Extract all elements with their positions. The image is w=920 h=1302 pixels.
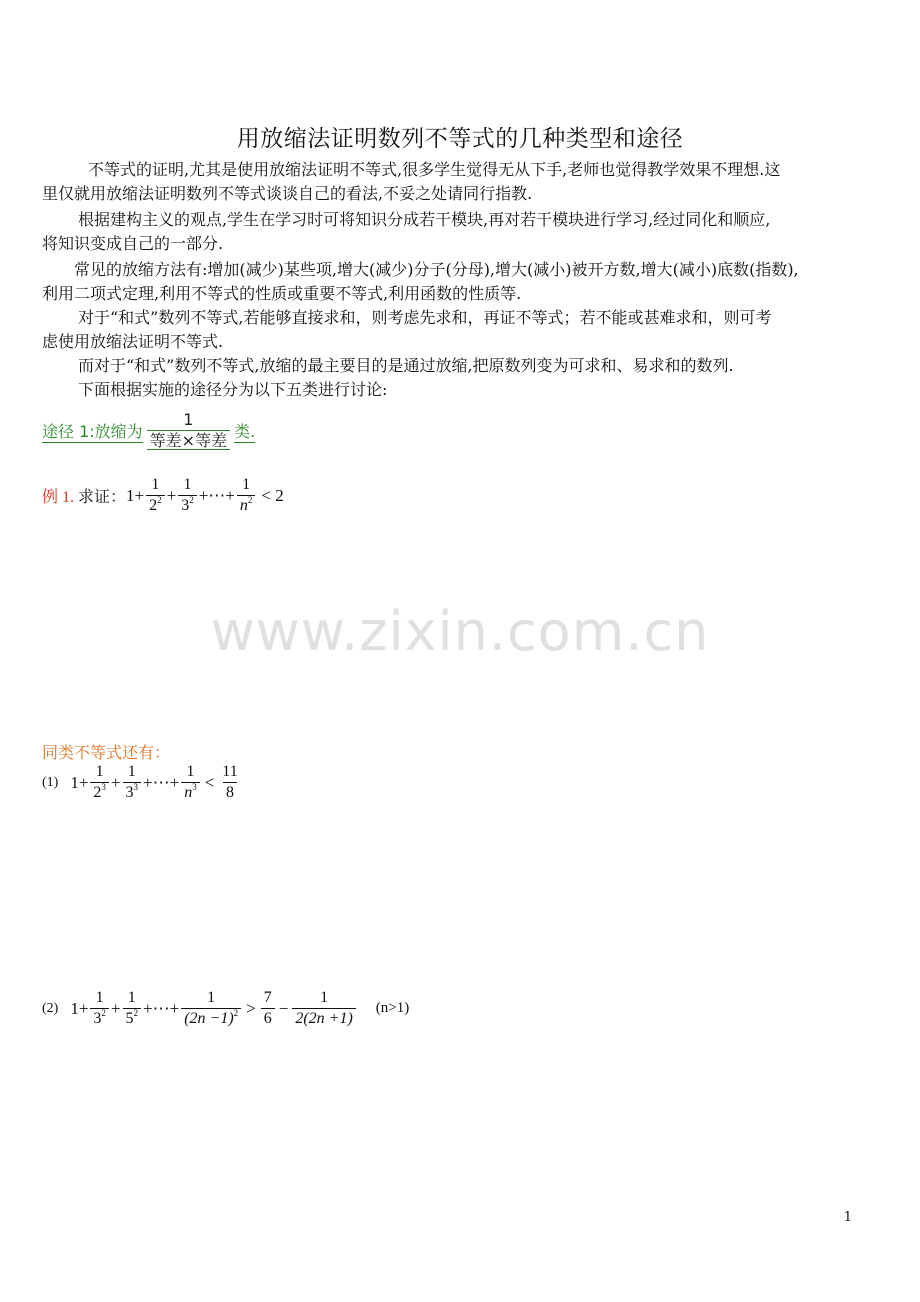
page-title: 用放缩法证明数列不等式的几种类型和途径	[236, 126, 684, 152]
example-1	[42, 477, 284, 514]
paragraph-line-2: 里仅就用放缩法证明数列不等式谈谈自己的看法,不妥之处请同行指教.	[42, 184, 533, 203]
fraction-numerator: 1	[151, 476, 160, 493]
example-1-lead: 1+	[126, 485, 145, 505]
inequality-1	[42, 764, 243, 801]
route-1-suffix: 类.	[234, 419, 255, 443]
fraction-numerator: 1	[127, 989, 136, 1006]
inequality-2-fraction-n	[181, 990, 241, 1027]
base: 3	[181, 497, 190, 514]
fraction-numerator: 1	[127, 763, 136, 780]
route-1-numerator: 1	[183, 410, 194, 429]
example-1-prompt: 求证：	[78, 489, 127, 506]
example-1-fraction-1	[146, 477, 165, 514]
inequality-2-lead: 1+	[70, 998, 89, 1018]
ellipsis-terms: +⋯+	[198, 485, 235, 505]
exponent: 2	[157, 495, 162, 505]
paragraph-line-5: 常见的放缩方法有:增加(减少)某些项,增大(减少)分子(分母),增大(减小)被开方数,增大(减小)底数(指数),	[74, 260, 799, 279]
exponent: 3	[101, 782, 106, 792]
paragraph-line-9: 而对于“和式”数列不等式,放缩的最主要目的是通过放缩,把原数列变为可求和、易求和的数列.	[78, 356, 734, 375]
inequality-1-label: (1)	[42, 774, 59, 790]
inequality-1-rhs-fraction	[219, 764, 240, 801]
inequality-2	[42, 990, 409, 1027]
fraction-numerator: 1	[95, 763, 104, 780]
fraction-denominator	[146, 495, 165, 514]
inequality-2-rhs-fraction-2	[292, 990, 355, 1027]
fraction-numerator: 1	[183, 476, 192, 493]
base: 2	[93, 784, 102, 801]
base: n	[184, 784, 193, 801]
page-number: 1	[843, 1210, 852, 1225]
fraction-denominator	[123, 782, 142, 801]
exponent: 2	[189, 495, 194, 505]
exponent: 2	[101, 1008, 106, 1018]
fraction-denominator	[123, 1008, 142, 1027]
ellipsis-terms: +⋯+	[143, 998, 180, 1018]
fraction-numerator: 1	[95, 989, 104, 1006]
example-1-fraction-2	[178, 477, 197, 514]
base: n	[239, 497, 248, 514]
fraction-numerator: 1	[186, 763, 195, 780]
ellipsis-terms: +⋯+	[143, 772, 180, 792]
fraction-denominator	[178, 495, 197, 514]
fraction-denominator	[181, 782, 200, 801]
paragraph-line-10: 下面根据实施的途径分为以下五类进行讨论:	[78, 380, 388, 399]
fraction-denominator	[90, 1008, 109, 1027]
fraction-denominator	[90, 782, 109, 801]
fraction-numerator: 1	[207, 989, 216, 1006]
exponent: 2	[133, 1008, 139, 1018]
route-1-fraction	[147, 412, 230, 450]
inequality-1-fraction-n	[181, 764, 200, 801]
minus-sign: −	[278, 998, 289, 1018]
base: 3	[93, 1010, 102, 1027]
route-1-prefix: 途径 1:放缩为	[42, 419, 143, 443]
similar-inequalities-label: 同类不等式还有：	[42, 743, 171, 762]
fraction-denominator	[237, 495, 256, 514]
base: 2	[149, 497, 158, 514]
inequality-2-rhs-fraction-1	[261, 990, 275, 1027]
exponent: 2	[233, 1008, 239, 1018]
exponent: 2	[247, 495, 253, 505]
inequality-1-fraction-1	[90, 764, 109, 801]
watermark: www.zixin.com.cn	[210, 600, 710, 663]
inequality-1-lead: 1+	[70, 772, 89, 792]
inequality-2-fraction-2	[123, 990, 142, 1027]
inequality-2-label: (2)	[42, 1000, 59, 1016]
fraction-numerator: 7	[263, 989, 272, 1006]
fraction-denominator: 2(2n +1)	[292, 1008, 355, 1027]
fraction-numerator: 1	[320, 989, 329, 1006]
exponent: 3	[133, 782, 139, 792]
base: 5	[125, 1010, 134, 1027]
route-1-denominator: 等差×等差	[147, 430, 230, 449]
inequality-1-fraction-2	[123, 764, 142, 801]
inequality-rhs: < 2	[261, 485, 284, 505]
fraction-numerator: 1	[242, 476, 251, 493]
example-1-fraction-n	[237, 477, 256, 514]
base: 3	[125, 784, 134, 801]
paragraph-line-8: 虑使用放缩法证明不等式.	[42, 332, 224, 351]
fraction-numerator: 11	[222, 763, 238, 780]
inequality-2-condition: (n>1)	[375, 1000, 410, 1016]
paragraph-line-6: 利用二项式定理,利用不等式的性质或重要不等式,利用函数的性质等.	[42, 284, 522, 303]
paragraph-line-1: 不等式的证明,尤其是使用放缩法证明不等式,很多学生觉得无从下手,老师也觉得教学效果不理想.这	[88, 160, 781, 179]
plus-sign: +	[110, 772, 121, 792]
greater-than-sign: >	[246, 998, 256, 1018]
inequality-2-fraction-1	[90, 990, 109, 1027]
base: (2n −1)	[184, 1010, 234, 1027]
fraction-denominator: 8	[223, 782, 237, 801]
fraction-denominator	[181, 1008, 241, 1027]
plus-sign: +	[110, 998, 121, 1018]
paragraph-line-3: 根据建构主义的观点,学生在学习时可将知识分成若干模块,再对若干模块进行学习,经过同化和顺应,	[78, 210, 771, 229]
route-1-heading	[42, 412, 255, 450]
less-than-sign: <	[204, 772, 215, 792]
fraction-denominator: 6	[261, 1008, 275, 1027]
paragraph-line-4: 将知识变成自己的一部分.	[42, 234, 224, 253]
example-1-label: 例 1.	[42, 489, 75, 506]
plus-sign: +	[166, 485, 177, 505]
exponent: 3	[192, 782, 197, 792]
paragraph-line-7: 对于“和式”数列不等式,若能够直接求和，则考虑先求和，再证不等式；若不能或甚难求和，则可考	[78, 308, 772, 327]
